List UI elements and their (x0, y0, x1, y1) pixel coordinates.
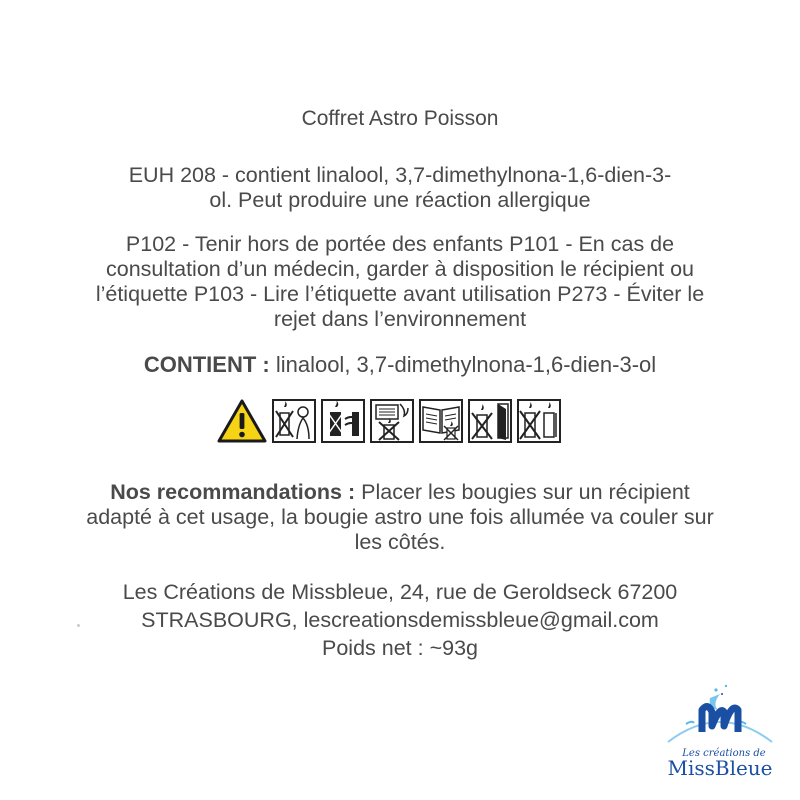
recommendations (0, 480, 800, 555)
euh-statement (0, 163, 800, 213)
pcode-line-1: P102 - Tenir hors de portée des enfants P101 - En cas de (125, 232, 675, 256)
pcode-line-4: rejet dans l’environnement (273, 307, 527, 331)
reco-label: Nos recommandations : (110, 480, 356, 504)
logo-tagline: Les créations de (682, 748, 766, 759)
precaution-statements (0, 232, 800, 332)
logo-star-icon (721, 693, 723, 695)
warning-icon (217, 398, 267, 444)
logo-wordmark: MissBleue (667, 756, 773, 780)
pcode-line-2: consultation d’un médecin, garder à disposition le récipient ou (105, 257, 695, 281)
reco-line-3: les côtés. (354, 530, 446, 554)
pcode-line-3: l’étiquette P103 - Lire l’étiquette avant utilisation P273 - Éviter le (95, 282, 705, 306)
logo-arc (668, 722, 772, 742)
product-title: Coffret Astro Poisson (301, 107, 499, 130)
address-line-2: STRASBOURG, lescreationsdemissbleue@gmail.com (141, 608, 659, 632)
euh-line-1: EUH 208 - contient linalool, 3,7-dimethylnona-1,6-dien-3- (128, 163, 672, 187)
contains-label: CONTIENT : (143, 352, 270, 377)
candle-unattended-icon (468, 399, 512, 443)
candle-drafts-icon (321, 399, 365, 443)
logo-star-icon (714, 688, 717, 691)
read-instructions-icon (419, 399, 463, 443)
company-address (0, 578, 800, 662)
reco-text-1: Placer les bougies sur un récipient (355, 480, 690, 504)
address-line-1: Les Créations de Missbleue, 24, rue de Geroldseck 67200 (122, 580, 678, 604)
safety-pictograms (217, 397, 561, 445)
candle-child-icon (272, 399, 316, 443)
euh-line-2: ol. Peut produire une réaction allergique (209, 188, 591, 212)
net-weight: Poids net : ~93g (322, 636, 478, 660)
logo-m-icon (702, 706, 738, 732)
candle-near-flammables-icon (370, 399, 414, 443)
reco-line-1 (0, 480, 800, 505)
contains-statement (0, 352, 800, 378)
stray-dot (77, 624, 80, 627)
reco-line-2: adapté à cet usage, la bougie astro une fois allumée va couler sur (86, 505, 714, 529)
candle-distance-icon (517, 399, 561, 443)
contains-text: linalool, 3,7-dimethylnona-1,6-dien-3-ol (269, 352, 657, 377)
logo-star-icon (725, 685, 727, 687)
brand-logo (660, 680, 780, 780)
